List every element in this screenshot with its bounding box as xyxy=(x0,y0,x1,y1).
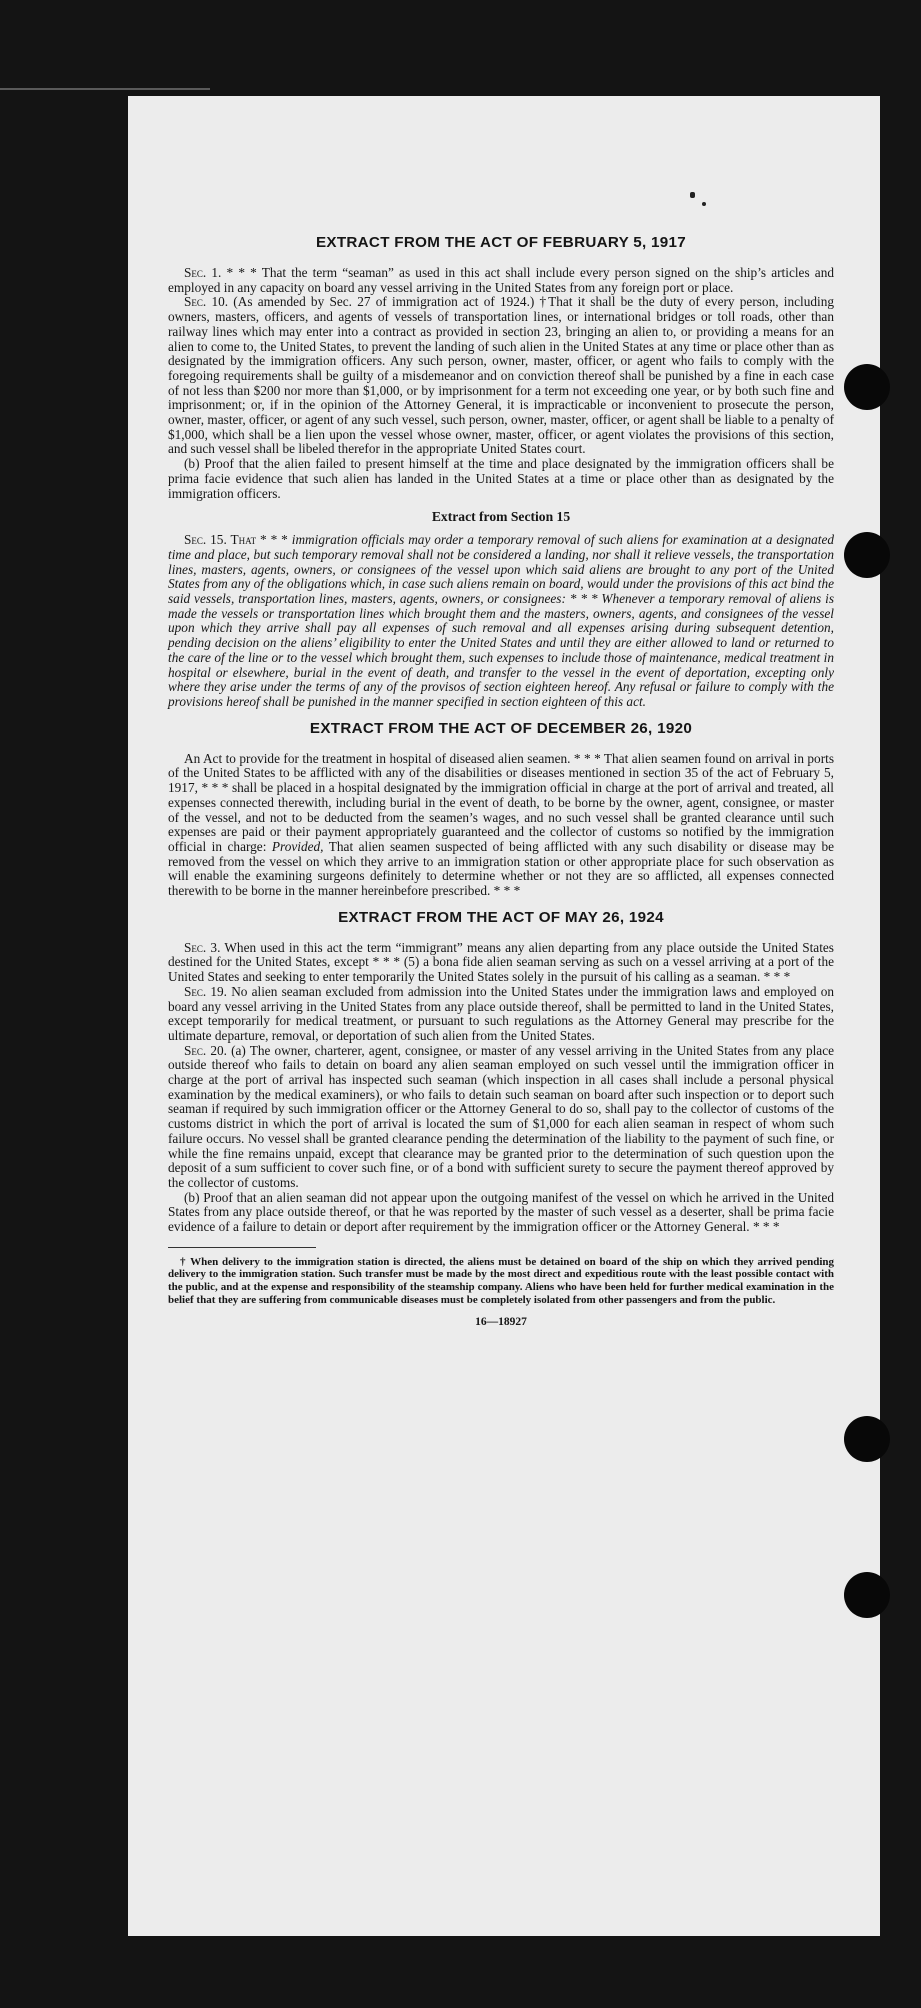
spacer xyxy=(168,899,834,909)
section-19 xyxy=(168,985,834,1044)
section-20 xyxy=(168,1044,834,1191)
act-1920-part-a: An Act to provide for the treatment in hospital of diseased alien seamen. * * * That alien seamen found on arrival in ports of the United States to be afflicted with any of the disabilities or diseases mentioned in section 35 of the act of February 5, 1917, * * * shall be placed in a hospital designated by the immigration official in charge at the port of arrival and treated, all expenses connected therewith, including burial in the event of death, to be borne by the owner, agent, consignee, or master of the vessel, and not to be deducted from the seamen’s wages, and no such vessel shall be granted clearance until such expenses are paid or their payment appropriately guaranteed and the collector of customs so notified by the immigration official in charge: xyxy=(168,750,834,854)
section-15-label: Sec. 15. That * * * xyxy=(184,532,288,548)
section-1 xyxy=(168,266,834,295)
section-3 xyxy=(168,941,834,985)
section-15-text: immigration officials may order a temporary removal of such aliens for examination at a designated time and place, but such temporary removal shall not be considered a landing, nor shall it relieve vessels, the transportation lines, masters, agents, owners, or consignees of the vessel upon which said aliens are brought to any port of the United States from any of the obligations which, in case such aliens remain on board, would under the provisions of this act bind the said vessels, transportation lines, masters, agents, owners, or consignees: * * * Whenever a temporary removal of aliens is made the vessels or transportation lines which brought them and the masters, owners, agents, and consignees of the vessel upon which they arrive shall pay all expenses of such removal and all expenses arising during subsequent detention, pending decision on the aliens’ eligibility to enter the United States and until they are either allowed to land or returned to the care of the line or to the vessel which brought them, such expenses to include those of maintenance, medical treatment in hospital or elsewhere, burial in the event of death, and transfer to the vessel in the event of deportation, excepting only where they arise under the terms of any of the provisos of section eighteen hereof. Any refusal or failure to comply with the provisions hereof shall be punished in the manner specified in section eighteen of this act. xyxy=(168,532,834,709)
section-3-text: When used in this act the term “immigrant” means any alien departing from any place outside the United States destined for the United States, except * * * (5) a bona fide alien seaman serving as such on a vessel arriving at a port of the United States and seeking to enter temporarily the United States solely in the pursuit of his calling as a seaman. * * * xyxy=(168,939,834,985)
section-15 xyxy=(168,533,834,709)
section-20-label: Sec. 20. xyxy=(184,1042,227,1058)
scan-edge-line xyxy=(0,88,210,90)
heading-section-15: Extract from Section 15 xyxy=(431,509,571,525)
act-1920-part-b: That alien seamen suspected of being afflicted with any such disability or disease may be removed from the vessel on which they arrive to an immigration station or other appropriate place for such observation as will enable the examining surgeons definitely to determine whether or not they are so afflicted, all expenses connected therewith to be borne in the manner hereinbefore prescribed. * * * xyxy=(168,838,834,899)
form-number: 16—18927 xyxy=(475,1316,527,1329)
document-page xyxy=(128,96,880,1936)
punch-hole xyxy=(844,532,890,578)
heading-act-1920: EXTRACT FROM THE ACT OF DECEMBER 26, 1920 xyxy=(309,719,693,737)
section-1-label: Sec. 1. xyxy=(184,265,222,280)
ink-speck xyxy=(690,192,695,198)
heading-act-1924: EXTRACT FROM THE ACT OF MAY 26, 1924 xyxy=(338,908,664,926)
section-19-label: Sec. 19. xyxy=(184,983,228,999)
section-10-text: (As amended by Sec. 27 of immigration act of 1924.) †That it shall be the duty of every person, including owners, masters, officers, and agents of vessels of transportation lines, or international bridges or toll roads, other than railway lines which may enter into a contract as provided in section 23, bringing an alien to, or providing a means for an alien to come to, the United States, to prevent the landing of such alien in the United States at any time or place other than as designated by the immigration officers. Any such person, owner, master, officer, or agent who fails to comply with the foregoing requirements shall be guilty of a misdemeanor and on conviction thereof shall be punished by a fine in each case of not less than $200 nor more than $1,000, or by imprisonment for a term not exceeding one year, or by both such fine and imprisonment; or, if in the opinion of the Attorney General, it is impracticable or inconvenient to prosecute the person, owner, master, officer, or agent of any such vessel, such person, owner, master, officer, or agent shall be liable to a penalty of $1,000, which shall be a lien upon the vessel whose owner, master, officer, or agent violates the provisions of this section, and such vessel shall be libeled therefor in the appropriate United States court. xyxy=(168,294,834,457)
section-19-text: No alien seaman excluded from admission into the United States under the immigration laws and employed on board any vessel arriving in the United States from any place outside thereof, shall be permitted to land in the United States, except temporarily for medical treatment, or pursuant to such regulations as the Attorney General may prescribe for the ultimate departure, removal, or deportation of such alien from the United States. xyxy=(168,983,834,1043)
footnote-divider xyxy=(168,1247,316,1248)
punch-hole xyxy=(844,364,890,410)
ink-speck xyxy=(702,202,706,206)
footnote: † When delivery to the immigration station is directed, the aliens must be detained on board of the ship on which they arrived pending delivery to the immigration station. Such transfer must be made by the most direct and expeditious route with the least possible contact with the public, and at the expense and responsibility of the steamship company. Aliens who have been held for further medical examination in the belief that they are suffering from communicable diseases must be completely isolated from other passengers and from the public. xyxy=(168,1255,834,1306)
act-1920-text xyxy=(168,752,834,899)
punch-hole xyxy=(844,1416,890,1462)
section-10-label: Sec. 10. xyxy=(184,294,229,310)
act-1920-proviso: Provided, xyxy=(271,838,324,854)
section-1-text: * * * That the term “seaman” as used in this act shall include every person signed on the ship’s articles and employed in any capacity on board any vessel arriving in the United States from any foreign port or place. xyxy=(168,265,834,295)
section-10 xyxy=(168,295,834,457)
section-20-b: (b) Proof that an alien seaman did not appear upon the outgoing manifest of the vessel on which he arrived in the United States from any place outside thereof, or that he was reported by the master of such vessel as a deserter, shall be prima facie evidence of a failure to detain or deport after requirement by the immigration officer or the Attorney General. * * * xyxy=(168,1189,834,1235)
heading-act-1917: EXTRACT FROM THE ACT OF FEBRUARY 5, 1917 xyxy=(315,234,687,251)
section-3-label: Sec. 3. xyxy=(184,939,221,955)
spacer xyxy=(168,710,834,720)
section-20-text: (a) The owner, charterer, agent, consignee, or master of any vessel arriving in the United States from any place outside thereof who fails to detain on board any alien seaman employed on such vessel until the immigration officer in charge at the port of arrival has inspected such seaman (which inspection in all cases shall include a personal physical examination by the medical examiners), or who fails to detain such seaman on board after such inspection or to deport such seaman if required by such immigration officer or the Attorney General to do so, shall pay to the collector of customs of the customs district in which the port of arrival is located the sum of $1,000 for each alien seaman in respect of whom such failure occurs. No vessel shall be granted clearance pending the determination of the liability to the payment of such fine, or while the fine remains unpaid, except that clearance may be granted prior to the determination of such question upon the deposit of a sum sufficient to cover such fine, or of a bond with sufficient surety to secure the payment thereof approved by the collector of customs. xyxy=(168,1042,835,1190)
section-10-b: (b) Proof that the alien failed to present himself at the time and place designated by the immigration officers shall be prima facie evidence that such alien has landed in the United States at a time or place other than as designated by the immigration officers. xyxy=(168,456,834,501)
punch-hole xyxy=(844,1572,890,1618)
